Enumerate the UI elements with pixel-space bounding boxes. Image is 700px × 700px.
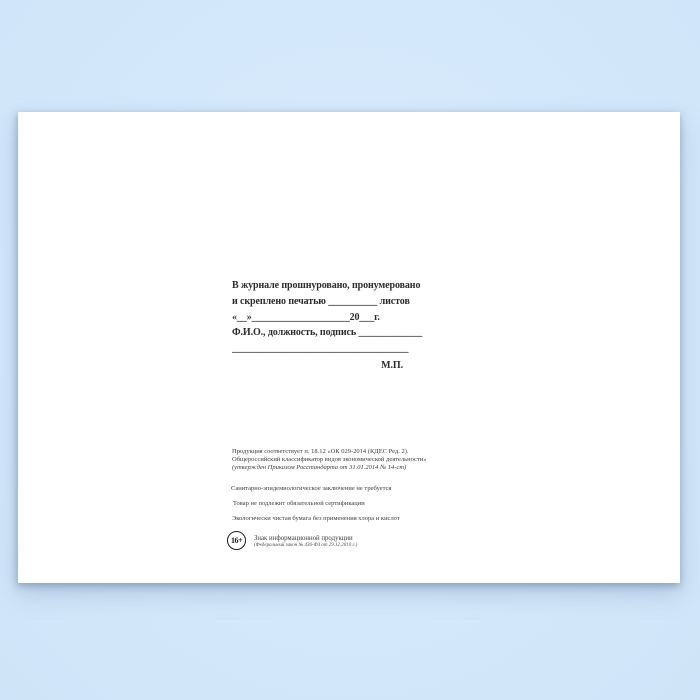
eco-paper-note: Экологически чистая бумага без применения хлора и кислот [232, 515, 400, 522]
federal-law-reference: (Федеральный закон № 436-ФЗ от 29.12.2010 г.) [254, 543, 358, 548]
okved-line-3-decree: (утвержден Приказом Росстандарта от 31.01.2014 № 14-ст) [232, 464, 407, 471]
stitch-line-4-signature-blank: Ф.И.О., должность, подпись _____________ [232, 327, 423, 339]
journal-back-page [18, 112, 680, 583]
stitching-certification-block [232, 278, 423, 374]
stitch-line-3-date-blank: «__»____________________20___г. [232, 311, 380, 323]
okved-compliance-note [232, 448, 427, 472]
information-product-sign-label: Знак информационной продукции [254, 535, 353, 542]
stitch-line-5-underscore-rule: ____________________________________ [232, 343, 409, 355]
age-rating-16-badge [227, 531, 246, 550]
stitch-line-2-sheets-blank: и скреплено печатью __________ листов [232, 295, 410, 307]
stitch-line-1: В журнале прошнуровано, пронумеровано [232, 280, 421, 291]
sanitary-note: Санитарно-эпидемиологическое заключение не требуется [231, 485, 392, 492]
okved-line-2: Общероссийский классификатор видов экономической деятельности» [232, 456, 427, 463]
okved-line-1: Продукция соответствует п. 18.12 «ОК 029-2014 (КДЕС Ред. 2). [232, 448, 409, 455]
stamp-place-label: М.П. [381, 359, 403, 371]
certification-note: Товар не подлежит обязательной сертификации [233, 500, 365, 507]
age-rating-16-icon: 16+ [230, 536, 243, 545]
